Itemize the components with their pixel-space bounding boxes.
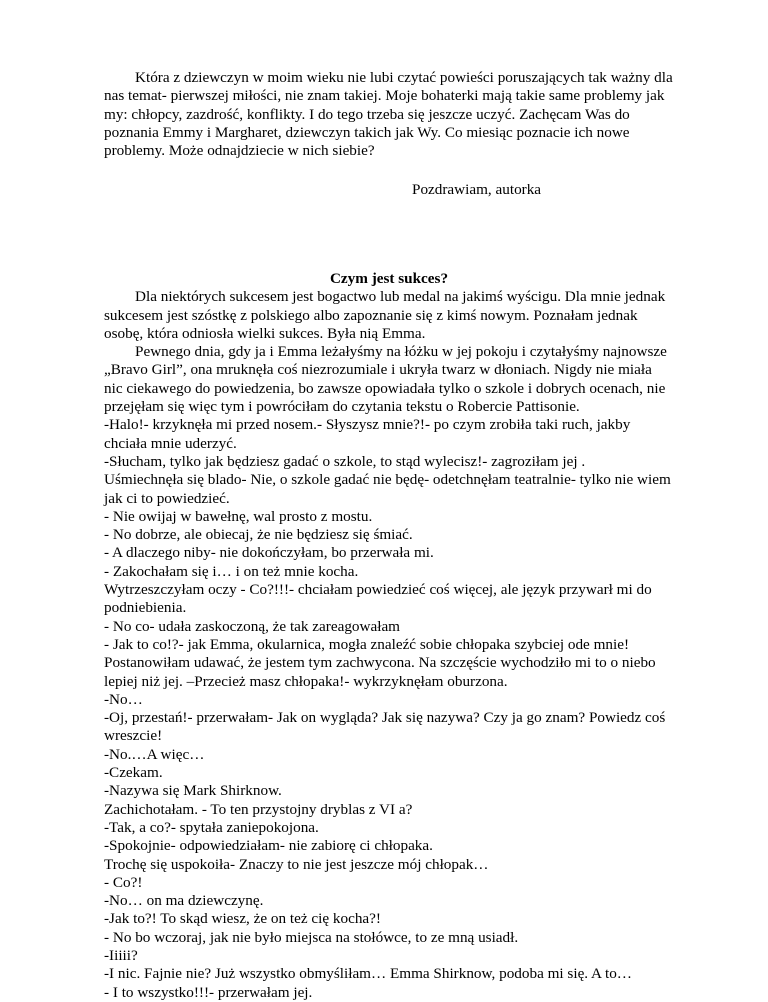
dialogue-line: - Jak to co!?- jak Emma, okularnica, mogła znaleźć sobie chłopaka szybciej ode mnie! Postanowiłam udawać, że jestem tym zachwycona. Na szczęście wychodziło mi to o niebo lepiej niż jej. –Przecież masz chłopaka!- wykrzyknęłam oburzona. [104, 635, 656, 690]
dialogue-line: -No.…A więc… [104, 745, 205, 763]
dialogue-line: - No dobrze, ale obiecaj, że nie będziesz się śmiać. [104, 526, 413, 544]
dialogue-line: -No… on ma dziewczynę. [104, 892, 264, 910]
dialogue-line: -Nazywa się Mark Shirknow. [104, 782, 282, 800]
dialogue-line: Wytrzeszczyłam oczy - Co?!!!- chciałam powiedzieć coś więcej, ale język przywarł mi do podniebienia. [104, 581, 652, 617]
story-section [104, 270, 674, 1002]
author-signature: Pozdrawiam, autorka [412, 181, 542, 198]
dialogue-line: Trochę się uspokoiła- Znaczy to nie jest jeszcze mój chłopak… [104, 855, 489, 873]
intro-section [104, 69, 674, 160]
dialogue-line: -Słucham, tylko jak będziesz gadać o szkole, to stąd wylecisz!- zagroziłam jej . [104, 452, 586, 470]
dialogue-line: -Oj, przestań!- przerwałam- Jak on wygląda? Jak się nazywa? Czy ja go znam? Powiedz coś wreszcie! [104, 709, 666, 745]
dialogue-line: Zachichotałam. - To ten przystojny dryblas z VI a? [104, 800, 413, 818]
dialogue-line: Uśmiechnęła się blado- Nie, o szkole gadać nie będę- odetchnęłam teatralnie- tylko nie wiem jak ci to powiedzieć. [104, 471, 671, 507]
dialogue-line: -Tak, a co?- spytała zaniepokojona. [104, 818, 319, 836]
dialogue-line: - I to wszystko!!!- przerwałam jej. [104, 983, 313, 1001]
dialogue-line: -Jak to?! To skąd wiesz, że on też cię kocha?! [104, 910, 381, 928]
story-title: Czym jest sukces? [329, 270, 449, 287]
story-paragraph: Pewnego dnia, gdy ja i Emma leżałyśmy na łóżku w jej pokoju i czytałyśmy najnowsze „Bravo Girl”, ona mruknęła coś niezrozumiale i ukryła twarz w dłoniach. Nigdy nie miała nic ciekawego do powiedzenia, bo zawsze opowiadała tylko o szkole i dobrych ocenach, nie przejęłam się więc tym i powróciłam do czytania tekstu o Robercie Pattisonie. [104, 343, 667, 416]
dialogue-line: - Co?! [104, 873, 143, 891]
dialogue-line: -I nic. Fajnie nie? Już wszystko obmyśliłam… Emma Shirknow, podoba mi się. A to… [104, 965, 632, 983]
dialogue-line: - No co- udała zaskoczoną, że tak zareagowałam [104, 617, 400, 635]
dialogue-line: -Iiiii? [104, 946, 138, 964]
dialogue-line: -Spokojnie- odpowiedziałam- nie zabiorę ci chłopaka. [104, 837, 433, 855]
dialogue-line: - Zakochałam się i… i on też mnie kocha. [104, 562, 359, 580]
dialogue-line: -Czekam. [104, 764, 163, 782]
dialogue-line: -Halo!- krzyknęła mi przed nosem.- Słyszysz mnie?!- po czym zrobiła taki ruch, jakby chciała mnie uderzyć. [104, 416, 631, 452]
dialogue-line: - Nie owijaj w bawełnę, wal prosto z mostu. [104, 507, 373, 525]
story-paragraph: Dla niektórych sukcesem jest bogactwo lub medal na jakimś wyścigu. Dla mnie jednak sukcesem jest szóstkę z polskiego albo zapoznanie się z kimś nowym. Poznałam jednak osobę, która odniosła wielki sukces. Była nią Emma. [104, 288, 666, 342]
intro-paragraph: Która z dziewczyn w moim wieku nie lubi czytać powieści poruszających tak ważny dla nas temat- pierwszej miłości, nie znam takiej. Moje bohaterki mają takie same problemy jak my: chłopcy, zazdrość, konflikty. I do tego trzeba się jeszcze uczyć. Zachęcam Was do poznania Emmy i Margharet, dziewczyn takich jak Wy. Co miesiąc poznacie ich nowe problemy. Może odnajdziecie w nich siebie? [104, 69, 673, 160]
dialogue-line: -No… [104, 690, 143, 708]
dialogue-line: - A dlaczego niby- nie dokończyłam, bo przerwała mi. [104, 544, 434, 562]
dialogue-line: - No bo wczoraj, jak nie było miejsca na stołówce, to ze mną usiadł. [104, 928, 519, 946]
